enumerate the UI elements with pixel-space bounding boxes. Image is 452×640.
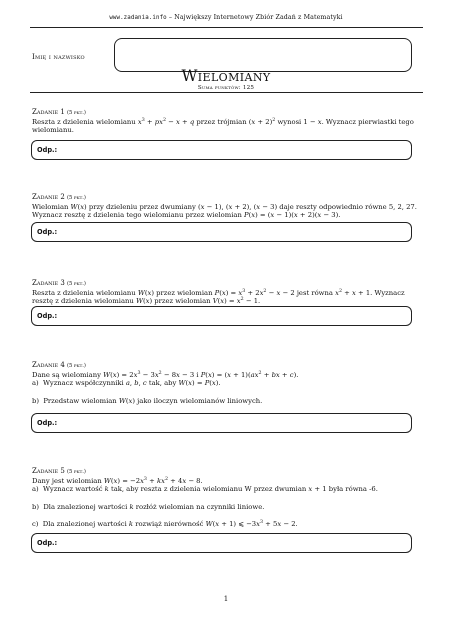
task-heading: Zadanie 3	[32, 279, 65, 287]
task-subitem: a) Wyznacz wartość k tak, aby reszta z dzielenia wielomianu W przez dwumian x + 1 była równa -6.	[32, 485, 378, 494]
task-points: (5 pkt.)	[66, 469, 86, 475]
page-number: 1	[223, 595, 229, 603]
task-text: Dany jest wielomian $W(x) = -2x^3 + kx^2 + 4x - 8$.	[32, 476, 203, 485]
page-title: Wielomiany	[181, 67, 271, 85]
task-subitem: b) Przedstaw wielomian W(x) jako iloczyn wielomianów liniowych.	[32, 396, 263, 405]
points-total: Suma punktów: 125	[197, 85, 255, 91]
task-heading: Zadanie 5	[32, 467, 65, 475]
task-3	[32, 279, 424, 306]
task-subitem: c) Dla znalezionej wartości k rozwiąż nierówność W(x + 1) ⩽ $-3x^3 + 5x - 2$.	[32, 520, 298, 529]
page-header	[30, 14, 422, 21]
task-4	[32, 361, 424, 405]
task-points: (5 pkt.)	[66, 195, 86, 201]
task-heading: Zadanie 2	[32, 193, 65, 201]
header-rule	[30, 27, 423, 28]
task-text: Wielomian W(x) przy dzieleniu przez dwumiany (x − 1), (x + 2), (x − 3) daje reszty odpowiednio równe 5, 2, 27. Wyznacz resztę z dzielenia tego wielomianu przez wielomian P(x) = (x − 1)(x + 2)(x − 3).	[32, 202, 417, 220]
task-points: (5 pkt.)	[66, 363, 86, 369]
name-label: Imię i nazwisko	[32, 52, 85, 61]
answer-box-1[interactable]: Odp.:	[31, 140, 412, 160]
task-5	[32, 467, 424, 529]
site-url[interactable]: www.zadania.info	[109, 15, 167, 21]
task-heading: Zadanie 4	[32, 361, 65, 369]
task-2	[32, 193, 424, 220]
task-heading: Zadanie 1	[32, 108, 65, 116]
answer-box-5[interactable]: Odp.:	[31, 533, 412, 553]
site-tagline: – Największy Internetowy Zbiór Zadań z Matematyki	[166, 14, 343, 21]
task-text: Dane są wielomiany $W(x) = 2x^3 - 3x^2 - 8x - 3$ i $P(x) = (x + 1)(ax^2$ + bx + c).	[32, 370, 299, 379]
answer-box-2[interactable]: Odp.:	[31, 222, 412, 242]
answer-box-3[interactable]: Odp.:	[31, 306, 412, 326]
task-points: (5 pkt.)	[66, 110, 86, 116]
title-rule	[30, 92, 423, 93]
task-subitem: b) Dla znalezionej wartości k rozłóż wielomian na czynniki liniowe.	[32, 502, 265, 511]
task-subitem: a) Wyznacz współczynniki a, b, c tak, aby W(x) = P(x).	[32, 379, 221, 388]
task-text: Reszta z dzielenia wielomianu $x^3 + px^2 - x + q$ przez trójmian $(x + 2)^2$ wynosi 1 − x. Wyznacz pierwiastki tego wielomianu.	[32, 117, 414, 135]
task-1	[32, 108, 424, 135]
task-text: Reszta z dzielenia wielomianu W(x) przez wielomian $P(x) = x^3 + 2x^2 - x - 2$ jest równa $x^2 + x + 1$. Wyznacz resztę z dzielenia wielomianu W(x) przez wielomian $V(x) = x^2 - 1$.	[32, 288, 405, 306]
task-points: (5 pkt.)	[66, 281, 86, 287]
answer-box-4[interactable]: Odp.:	[31, 413, 412, 433]
